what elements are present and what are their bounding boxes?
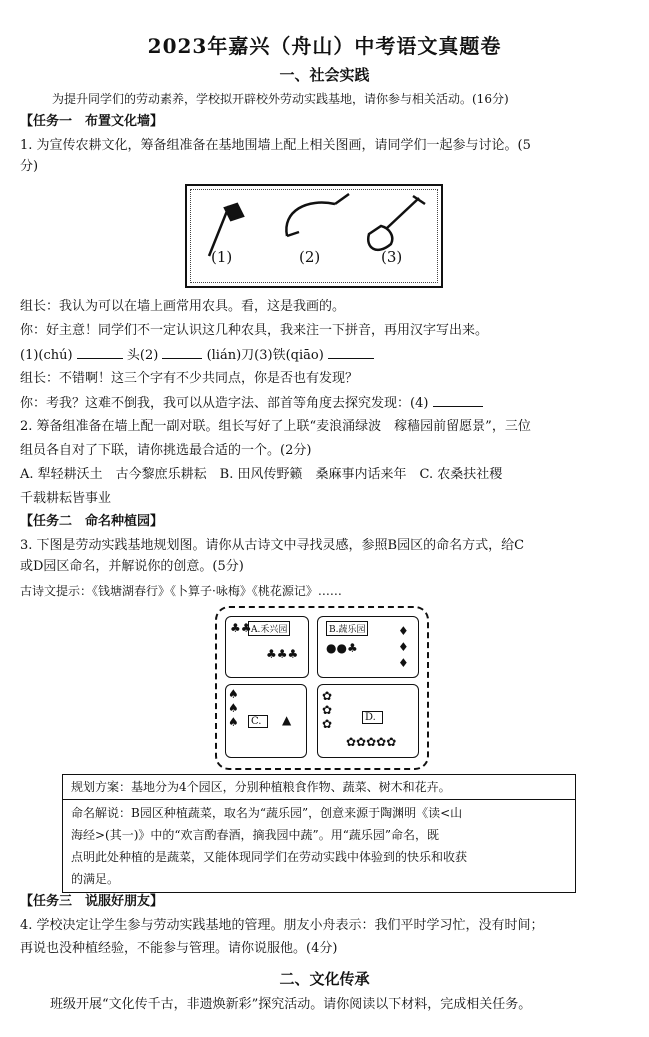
dialog-line-1: 组长：我认为可以在墙上画常用农具。看，这是我画的。 — [20, 299, 346, 314]
tools-figure — [185, 184, 443, 288]
dialog-line-4 — [20, 394, 483, 413]
fill-part-1: (1)(chú) — [20, 348, 73, 363]
q2-options: A. 犁轻耕沃土 古今黎庶乐耕耘 B. 田风传野籁 桑麻事内话来年 C. 农桑扶社稷 — [20, 467, 503, 482]
q2-line2: 组员各自对了下联，请你挑选最合适的一个。(2分) — [20, 443, 312, 458]
crop-icon: ♣♣♣ — [266, 647, 299, 661]
zone-c — [225, 684, 307, 758]
task3-label: 【任务三 说服好朋友】 — [20, 894, 164, 909]
plan-text: 规划方案：基地分为4个园区，分别种植粮食作物、蔬菜、树木和花卉。 — [71, 780, 451, 794]
explain-line-3: 点明此处种植的是蔬菜，又能体现同学们在劳动实践中体验到的快乐和收获 — [71, 850, 468, 864]
vegetable-icon: ●●♣ — [326, 641, 358, 655]
zone-d-label: D. — [362, 711, 383, 724]
fill-part-3: (lián)刀(3)铁(qiāo) — [206, 348, 324, 363]
section1-heading: 一、社会实践 — [279, 66, 370, 84]
flower-icon: ✿ ✿ ✿ — [322, 689, 333, 731]
fill-blank-line — [20, 346, 374, 365]
q4-line1: 4. 学校决定让学生参与劳动实践基地的管理。朋友小舟表示：我们平时学习忙，没有时间； — [20, 918, 544, 933]
answer-blank-1[interactable] — [77, 346, 123, 359]
q3-line2: 或D园区命名，并解说你的创意。(5分) — [20, 559, 244, 574]
q1-line1: 1. 为宣传农耕文化，筹备组准备在基地围墙上配上相关图画，请同学们一起参与讨论。(5 — [20, 138, 531, 153]
zone-b — [317, 616, 419, 678]
q3-line1: 3. 下图是劳动实践基地规划图。请你从古诗文中寻找灵感，参照B园区的命名方式，给C — [20, 538, 525, 553]
dialog-line-3: 组长：不错啊！这三个字有不少共同点，你是否也有发现？ — [20, 371, 359, 386]
q1-line2: 分) — [20, 159, 39, 174]
tree-icon: ♠ ♠ ♠ — [228, 687, 239, 729]
dialog-line-4-text: 你：考我？这难不倒我，我可以从造字法、部首等角度去探究发现：(4) — [20, 396, 429, 411]
section2-heading: 二、文化传承 — [279, 970, 370, 988]
garden-map — [215, 606, 429, 770]
leaf-icon: ♦ ♦ ♦ — [398, 624, 409, 670]
explain-line-2: 海经>(其一)》中的“欢言酌春酒，摘我园中蔬”。用“蔬乐园”命名，既 — [71, 828, 439, 842]
explain-line-1: 命名解说：B园区种植蔬菜，取名为“蔬乐园”，创意来源于陶渊明《读<山 — [71, 806, 463, 820]
sickle-icon — [286, 194, 349, 236]
tree-icon: ▲ — [282, 713, 292, 727]
poem-hint: 古诗文提示：《钱塘湖春行》《卜算子·咏梅》《桃花源记》…… — [20, 584, 342, 598]
section1-intro: 为提升同学们的劳动素养，学校拟开辟校外劳动实践基地，请你参与相关活动。(16分) — [52, 92, 509, 106]
task1-label: 【任务一 布置文化墙】 — [20, 114, 164, 129]
figure-label-1: (1) — [211, 248, 233, 266]
section2-intro: 班级开展“文化传千古，非遗焕新彩”探究活动。请你阅读以下材料，完成相关任务。 — [50, 997, 532, 1012]
shovel-icon — [368, 196, 425, 250]
q4-line2: 再说也没种植经验，不能参与管理。请你说服他。(4分) — [20, 941, 338, 956]
answer-blank-3[interactable] — [328, 346, 374, 359]
page-title: 2023年嘉兴（舟山）中考语文真题卷 — [147, 34, 502, 58]
q2-options-2: 千载耕耘皆事业 — [20, 491, 112, 506]
task2-label: 【任务二 命名种植园】 — [20, 514, 164, 529]
figure-label-3: (3) — [381, 248, 403, 266]
plan-box — [62, 774, 576, 893]
answer-blank-2[interactable] — [162, 346, 202, 359]
explain-block — [63, 799, 575, 892]
zone-b-label: B.蔬乐园 — [326, 621, 368, 636]
explain-line-4: 的满足。 — [71, 872, 120, 886]
zone-d — [317, 684, 419, 758]
zone-a — [225, 616, 309, 678]
fill-part-2: 头(2) — [126, 348, 159, 363]
q2-line1: 2. 筹备组准备在墙上配一副对联。组长写好了上联“麦浪涌绿波 稼穑园前留愿景”，三位 — [20, 419, 531, 434]
zone-a-label: A.禾兴园 — [248, 621, 290, 636]
dialog-line-2: 你：好主意！同学们不一定认识这几种农具，我来注一下拼音，再用汉字写出来。 — [20, 323, 489, 338]
zone-c-label: C. — [248, 715, 268, 728]
answer-blank-4[interactable] — [433, 394, 483, 407]
flower-icon: ✿✿✿✿✿ — [346, 735, 397, 749]
crop-icon: ♣♣ — [230, 621, 252, 635]
figure-label-2: (2) — [299, 248, 321, 266]
